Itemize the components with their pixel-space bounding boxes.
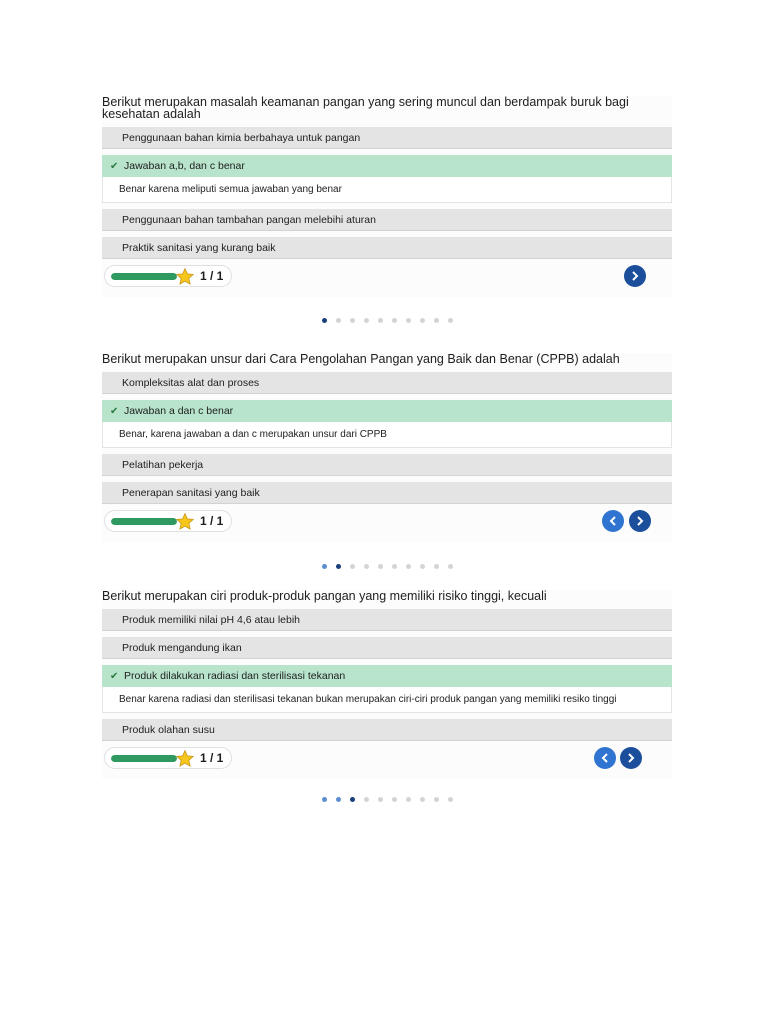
answer-feedback: Benar, karena jawaban a dan c merupakan unsur dari CPPB — [102, 422, 672, 448]
page-dot[interactable] — [336, 797, 341, 802]
page-dot[interactable] — [350, 318, 355, 323]
option-c[interactable]: Penggunaan bahan tambahan pangan melebihi aturan — [102, 209, 672, 231]
page-dot[interactable] — [434, 797, 439, 802]
star-icon — [175, 512, 195, 532]
option-label: Jawaban a,b, dan c benar — [124, 160, 245, 172]
chevron-right-icon — [626, 753, 636, 763]
chevron-right-icon — [635, 516, 645, 526]
quiz-footer — [102, 265, 672, 297]
quiz-card-2 — [102, 353, 672, 542]
page-dot[interactable] — [322, 318, 327, 323]
question-text: Berikut merupakan masalah keamanan pangan yang sering muncul dan berdampak buruk bagi kesehatan adalah — [102, 95, 629, 121]
page-dot[interactable] — [406, 797, 411, 802]
page-dot[interactable] — [448, 564, 453, 569]
page-dot[interactable] — [350, 564, 355, 569]
page-dot[interactable] — [406, 564, 411, 569]
quiz-card-3 — [102, 590, 672, 779]
page-dot[interactable] — [378, 318, 383, 323]
page-dot[interactable] — [392, 797, 397, 802]
page-dot[interactable] — [406, 318, 411, 323]
page-dot[interactable] — [336, 318, 341, 323]
quiz-footer — [102, 510, 672, 542]
chevron-left-icon — [608, 516, 618, 526]
page-dot[interactable] — [322, 797, 327, 802]
score-text: 1 / 1 — [200, 269, 224, 283]
next-button[interactable] — [624, 265, 646, 287]
page-dot[interactable] — [434, 318, 439, 323]
next-button[interactable] — [629, 510, 651, 532]
page-dot[interactable] — [420, 564, 425, 569]
chevron-right-icon — [630, 271, 640, 281]
progress-bar — [111, 518, 177, 525]
page-dot[interactable] — [448, 797, 453, 802]
check-icon: ✔ — [110, 671, 119, 682]
option-d[interactable]: Praktik sanitasi yang kurang baik — [102, 237, 672, 259]
page-dot[interactable] — [434, 564, 439, 569]
score-text: 1 / 1 — [200, 514, 224, 528]
page-dot[interactable] — [322, 564, 327, 569]
progress-bar — [111, 273, 177, 280]
option-c-correct[interactable] — [102, 665, 672, 687]
progress-indicator — [104, 265, 232, 287]
answer-feedback: Benar karena radiasi dan sterilisasi tekanan bukan merupakan ciri-ciri produk pangan yang memiliki resiko tinggi — [102, 687, 672, 713]
page-dot[interactable] — [350, 797, 355, 802]
page-dot[interactable] — [392, 564, 397, 569]
pagination-dots — [102, 797, 672, 802]
option-a[interactable]: Produk memiliki nilai pH 4,6 atau lebih — [102, 609, 672, 631]
question-text: Berikut merupakan unsur dari Cara Pengolahan Pangan yang Baik dan Benar (CPPB) adalah — [102, 352, 620, 366]
next-button[interactable] — [620, 747, 642, 769]
option-c[interactable]: Pelatihan pekerja — [102, 454, 672, 476]
question-text: Berikut merupakan ciri produk-produk pangan yang memiliki risiko tinggi, kecuali — [102, 589, 547, 603]
progress-indicator — [104, 747, 232, 769]
check-icon: ✔ — [110, 161, 119, 172]
pagination-dots — [102, 564, 672, 569]
pagination-dots — [102, 318, 672, 323]
progress-indicator — [104, 510, 232, 532]
page-dot[interactable] — [420, 318, 425, 323]
option-label: Jawaban a dan c benar — [124, 405, 234, 417]
chevron-left-icon — [600, 753, 610, 763]
page-dot[interactable] — [378, 564, 383, 569]
quiz-card-1 — [102, 96, 672, 297]
progress-fill — [111, 755, 177, 762]
answer-feedback: Benar karena meliputi semua jawaban yang benar — [102, 177, 672, 203]
option-label: Produk dilakukan radiasi dan sterilisasi tekanan — [124, 670, 346, 682]
star-icon — [175, 749, 195, 769]
score-text: 1 / 1 — [200, 751, 224, 765]
page-dot[interactable] — [448, 318, 453, 323]
option-b[interactable]: Produk mengandung ikan — [102, 637, 672, 659]
quiz-footer — [102, 747, 672, 779]
option-b-correct[interactable] — [102, 400, 672, 422]
page-dot[interactable] — [364, 797, 369, 802]
page-dot[interactable] — [364, 318, 369, 323]
prev-button[interactable] — [594, 747, 616, 769]
check-icon: ✔ — [110, 406, 119, 417]
page-dot[interactable] — [392, 318, 397, 323]
progress-bar — [111, 755, 177, 762]
option-d[interactable]: Produk olahan susu — [102, 719, 672, 741]
page-dot[interactable] — [378, 797, 383, 802]
star-icon — [175, 267, 195, 287]
page-dot[interactable] — [364, 564, 369, 569]
progress-fill — [111, 273, 177, 280]
option-a[interactable]: Penggunaan bahan kimia berbahaya untuk pangan — [102, 127, 672, 149]
page-dot[interactable] — [336, 564, 341, 569]
progress-fill — [111, 518, 177, 525]
page-dot[interactable] — [420, 797, 425, 802]
option-d[interactable]: Penerapan sanitasi yang baik — [102, 482, 672, 504]
prev-button[interactable] — [602, 510, 624, 532]
option-a[interactable]: Kompleksitas alat dan proses — [102, 372, 672, 394]
option-b-correct[interactable] — [102, 155, 672, 177]
